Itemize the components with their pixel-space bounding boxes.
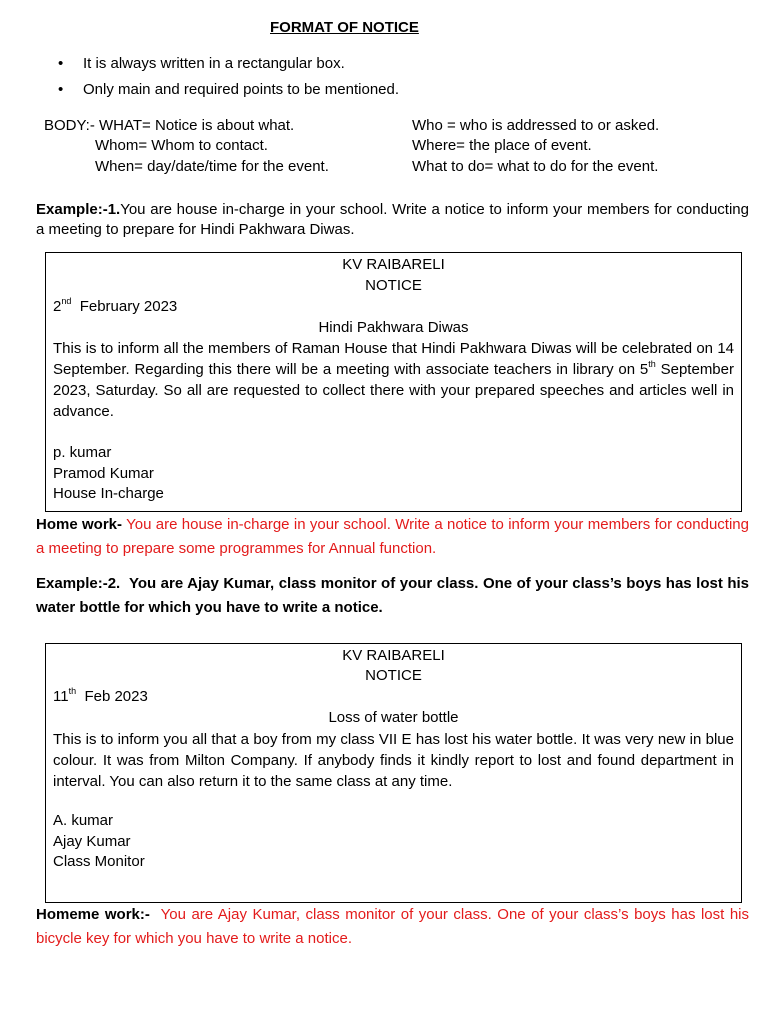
- format-where: Where= the place of event.: [412, 137, 592, 154]
- notice-designation: Class Monitor: [53, 853, 145, 870]
- notice-box-1: [45, 252, 742, 512]
- homework-1-text: You are house in-charge in your school. Write a notice to inform your members for conducting a meeting to prepare some programmes for Annual function.: [36, 516, 749, 557]
- notice-heading: NOTICE: [365, 667, 422, 684]
- example-1-question: [36, 200, 749, 240]
- homework-1-label: Home work-: [36, 516, 123, 533]
- notice-date: 2nd February 2023: [53, 296, 178, 315]
- format-when: When= day/date/time for the event.: [95, 158, 329, 175]
- notice-body: This is to inform all the members of Raman House that Hindi Pakhwara Diwas will be celebrated on 14 September. Regarding this there will be a meeting with associate teachers in library on 5th September 2023, Saturday. So all are requested to collect there with your prepared speeches and articles well in advance.: [53, 340, 734, 420]
- bullet-item: • Only main and required points to be mentioned.: [58, 80, 399, 100]
- notice-body: This is to inform you all that a boy from my class VII E has lost his water bottle. It was very new in blue colour. It was from Milton Company. If anybody finds it kindly report to lost and found department in interval. You can also return it to the same class at any time.: [53, 731, 734, 790]
- example-2-label: Example:-2.: [36, 575, 121, 592]
- example-1-label: Example:-1.: [36, 201, 121, 218]
- format-what-to-do: What to do= what to do for the event.: [412, 158, 659, 175]
- bullet-item: • It is always written in a rectangular box.: [58, 54, 345, 74]
- format-who: Who = who is addressed to or asked.: [412, 117, 660, 134]
- notice-school: KV RAIBARELI: [342, 647, 445, 664]
- notice-name: Ajay Kumar: [53, 833, 131, 850]
- notice-box-2: [45, 643, 742, 903]
- notice-date: 11th Feb 2023: [53, 686, 148, 705]
- format-what: BODY:- WHAT= Notice is about what.: [44, 117, 295, 134]
- notice-heading: NOTICE: [365, 277, 422, 294]
- notice-school: KV RAIBARELI: [342, 256, 445, 273]
- homework-1: [36, 513, 749, 561]
- notice-subject: Loss of water bottle: [328, 709, 459, 726]
- homework-2: [36, 903, 749, 951]
- example-2-text: You are Ajay Kumar, class monitor of your class. One of your class’s boys has lost his water bottle for which you have to write a notice.: [36, 575, 749, 616]
- homework-2-text: You are Ajay Kumar, class monitor of your class. One of your class’s boys has lost his bicycle key for which you have to write a notice.: [36, 906, 749, 947]
- example-2-question: [36, 572, 749, 620]
- page-title: FORMAT OF NOTICE: [270, 19, 419, 36]
- format-whom: Whom= Whom to contact.: [95, 137, 268, 154]
- notice-subject: Hindi Pakhwara Diwas: [318, 319, 469, 336]
- notice-signature: p. kumar: [53, 444, 112, 461]
- notice-signature: A. kumar: [53, 812, 114, 829]
- example-1-text: You are house in-charge in your school. Write a notice to inform your members for conducting a meeting to prepare for Hindi Pakhwara Diwas.: [36, 201, 749, 238]
- homework-2-label: Homeme work:-: [36, 906, 150, 923]
- notice-designation: House In-charge: [53, 485, 164, 502]
- notice-name: Pramod Kumar: [53, 465, 154, 482]
